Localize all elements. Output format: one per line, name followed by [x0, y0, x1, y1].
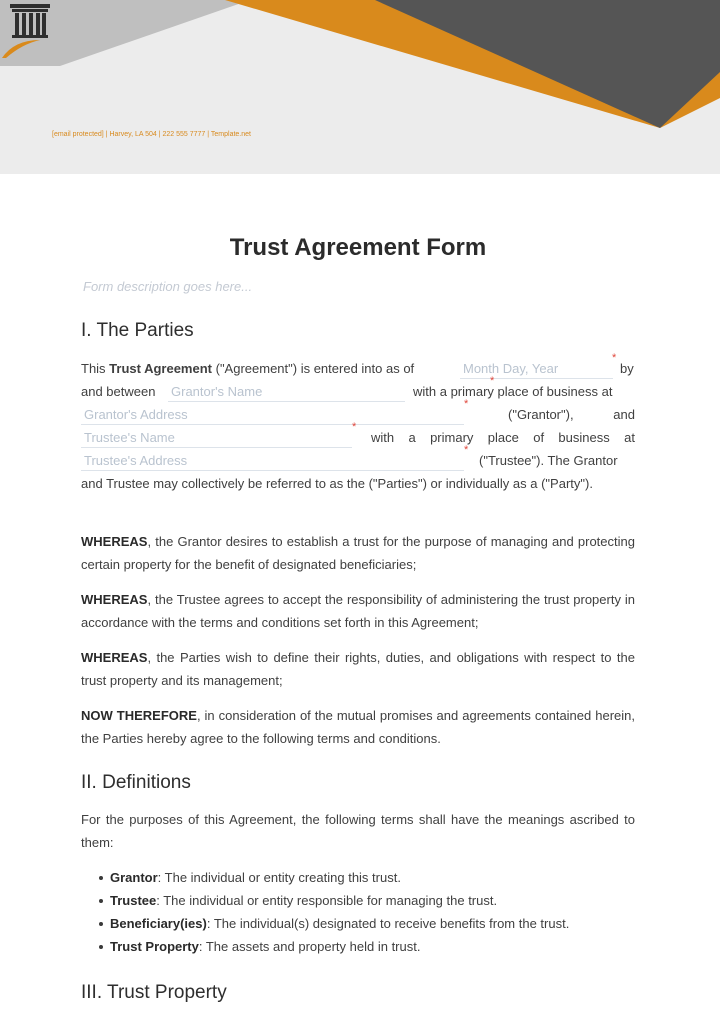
required-marker: * — [490, 375, 495, 387]
parties-line-2 — [81, 375, 635, 403]
date-field[interactable] — [460, 352, 617, 379]
grantor-name-field[interactable] — [168, 375, 495, 402]
definition-item: Beneficiary(ies): The individual(s) designated to receive benefits from the trust. — [99, 912, 619, 935]
required-marker: * — [612, 352, 617, 364]
primary-place-text-justified: with a primary place of business at — [371, 430, 635, 445]
primary-place-text: with a primary place of business at — [413, 384, 613, 399]
contact-line: [email protected] | Harvey, LA 504 | 222 555 7777 | Template.net — [52, 131, 251, 138]
intro-text: This Trust Agreement ("Agreement") is entered into as of — [81, 361, 415, 376]
section-heading-definitions: II. Definitions — [81, 772, 191, 793]
whereas-clause-3: WHEREAS, the Parties wish to define their rights, duties, and obligations with respect to the trust property and its management; — [81, 650, 635, 688]
trustee-name-field[interactable] — [81, 421, 357, 448]
trustee-address-placeholder: Trustee's Address — [84, 453, 188, 468]
required-marker: * — [464, 444, 469, 456]
trustee-address-field[interactable] — [81, 444, 469, 471]
dark-band — [375, 0, 720, 128]
and-text: and — [613, 407, 635, 422]
date-placeholder: Month Day, Year — [463, 361, 559, 376]
definition-item: Trust Property: The assets and property held in trust. — [99, 935, 619, 958]
whereas-clause-1: WHEREAS, the Grantor desires to establish a trust for the purpose of managing and protecting certain property for the benefit of designated beneficiaries; — [81, 534, 635, 572]
document-title: Trust Agreement Form — [229, 234, 487, 261]
parties-line-3 — [81, 398, 635, 426]
document-header — [0, 0, 720, 174]
section-heading-trust-property: III. Trust Property — [81, 982, 227, 1003]
required-marker: * — [352, 421, 357, 433]
form-description[interactable]: Form description goes here... — [83, 279, 253, 294]
grantor-label-text: ("Grantor"), — [508, 407, 574, 422]
grantor-address-placeholder: Grantor's Address — [84, 407, 188, 422]
section-heading-parties: I. The Parties — [81, 320, 194, 341]
definition-item: Trustee: The individual or entity responsible for managing the trust. — [99, 889, 619, 912]
now-therefore-clause: NOW THEREFORE, in consideration of the mutual promises and agreements contained herein, the Parties hereby agree to the following terms and conditions. — [81, 708, 635, 746]
grantor-name-placeholder: Grantor's Name — [171, 384, 263, 399]
parties-line-4 — [81, 421, 635, 449]
pillar-logo-icon — [0, 0, 60, 62]
by-text: by — [620, 361, 634, 376]
whereas-clause-2: WHEREAS, the Trustee agrees to accept the responsibility of administering the trust property in accordance with the terms and conditions set forth in this Agreement; — [81, 592, 635, 630]
header-decoration — [0, 0, 720, 174]
definitions-intro: For the purposes of this Agreement, the following terms shall have the meanings ascribed to them: — [81, 812, 635, 850]
definitions-list — [99, 866, 619, 958]
required-marker: * — [464, 398, 469, 410]
grantor-address-field[interactable] — [81, 398, 469, 425]
parties-line-5 — [81, 444, 635, 472]
definition-item: Grantor: The individual or entity creating this trust. — [99, 866, 619, 889]
parties-collective-text: and Trustee may collectively be referred to as the ("Parties") or individually as a ("Party"). — [81, 476, 593, 491]
trustee-label-text: ("Trustee"). The Grantor — [479, 453, 618, 468]
trustee-name-placeholder: Trustee's Name — [84, 430, 175, 445]
parties-line-1 — [81, 352, 635, 380]
and-between-text: and between — [81, 384, 156, 399]
